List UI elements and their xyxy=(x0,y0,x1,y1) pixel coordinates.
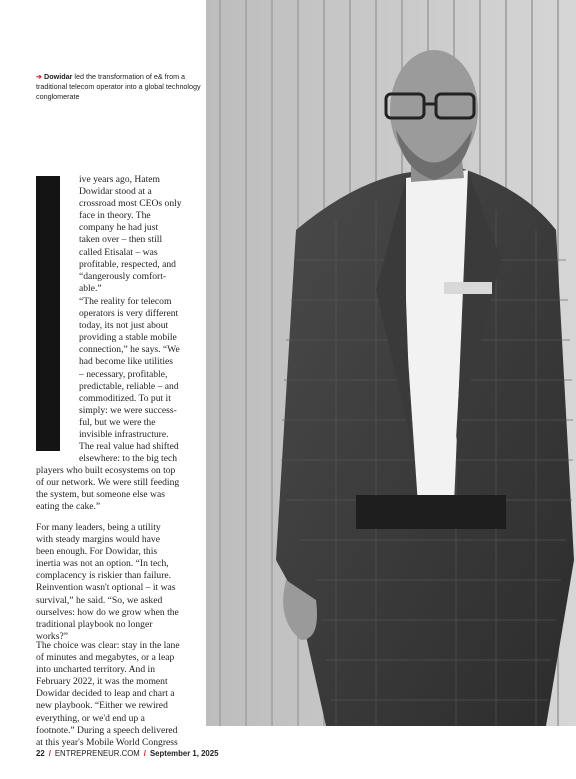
text-line: ourselves: how do we grow when the xyxy=(36,606,179,618)
text-line: ive years ago, Hatem xyxy=(79,174,160,185)
separator-icon: / xyxy=(143,749,146,758)
issue-date: September 1, 2025 xyxy=(149,749,219,758)
text-line: “The reality for telecom xyxy=(79,296,172,307)
text-line: survival,” he said. “So, we asked xyxy=(36,594,163,606)
text-line: able.” xyxy=(79,282,102,294)
text-line: elsewhere: to the big tech xyxy=(79,453,178,465)
arrow-icon: ➔ xyxy=(36,72,43,81)
text-line: ful, but we were the xyxy=(79,416,156,428)
text-line: February 2022, it was the moment xyxy=(36,676,168,688)
text-line: company he had just xyxy=(79,222,159,234)
text-line: providing a stable mobile xyxy=(79,332,177,344)
publication-link[interactable]: ENTREPRENEUR.COM xyxy=(54,749,140,758)
paragraph-2-wrap xyxy=(79,296,207,465)
caption-text: led the transformation of e& from a traditional telecom operator into a global technology conglomerate xyxy=(36,72,201,101)
text-line: of minutes and megabytes, or a leap xyxy=(36,652,175,664)
photo-caption xyxy=(36,72,204,102)
text-line: everything, or we'd end up a xyxy=(36,712,145,724)
text-line: players who built ecosystems on top xyxy=(36,465,176,476)
text-line: the system, but someone else was xyxy=(36,489,165,501)
paragraph-1 xyxy=(79,174,207,295)
text-line: complacency is riskier than failure. xyxy=(36,570,172,582)
text-line: The choice was clear: stay in the lane xyxy=(36,640,180,651)
text-line: operators is very different xyxy=(79,308,179,320)
text-line: taken over – then still xyxy=(79,234,163,246)
text-line: Dowidar decided to leap and chart a xyxy=(36,688,175,700)
paragraph-3 xyxy=(36,522,208,643)
text-line: with steady margins would have xyxy=(36,534,160,546)
text-line: The real value had shifted xyxy=(79,441,179,453)
page-footer xyxy=(36,749,218,758)
text-line: Dowidar stood at a xyxy=(79,186,152,198)
paragraph-2-full xyxy=(36,465,208,513)
text-line: For many leaders, being a utility xyxy=(36,522,161,533)
text-line: Reinvention wasn't optional – it was xyxy=(36,582,176,594)
text-line: invisible infrastructure. xyxy=(79,429,169,441)
text-line: into uncharted territory. And in xyxy=(36,664,156,676)
text-line: – necessary, profitable, xyxy=(79,368,168,380)
text-line: had become like utilities xyxy=(79,356,174,368)
separator-icon: / xyxy=(48,749,51,758)
text-line: predictable, reliable – and xyxy=(79,380,179,392)
paragraph-4 xyxy=(36,640,208,749)
text-line: crossroad most CEOs only xyxy=(79,198,182,210)
text-line: “dangerously comfort- xyxy=(79,270,167,282)
text-line: commoditized. To put it xyxy=(79,392,171,404)
caption-name: Dowidar xyxy=(44,72,73,81)
text-line: footnote.” During a speech delivered xyxy=(36,724,178,736)
text-line: connection,” he says. “We xyxy=(79,344,180,356)
text-line: eating the cake.” xyxy=(36,501,101,513)
drop-cap xyxy=(36,176,60,451)
page-number: 22 xyxy=(36,749,45,758)
text-line: face in theory. The xyxy=(79,210,151,222)
text-line: works?” xyxy=(36,630,68,642)
text-line: called Etisalat – was xyxy=(79,246,158,258)
text-line: at this year's Mobile World Congress xyxy=(36,736,178,748)
text-line: of our network. We were still feeding xyxy=(36,477,180,489)
text-line: simply: we were success- xyxy=(79,404,177,416)
text-line: today, its not just about xyxy=(79,320,169,332)
text-line: new playbook. “Either we rewired xyxy=(36,700,168,712)
portrait-photo xyxy=(206,0,576,726)
text-line: inertia was not an option. “In tech, xyxy=(36,558,169,570)
text-line: been enough. For Dowidar, this xyxy=(36,546,158,558)
text-line: traditional playbook no longer xyxy=(36,618,153,630)
text-line: profitable, respected, and xyxy=(79,258,176,270)
